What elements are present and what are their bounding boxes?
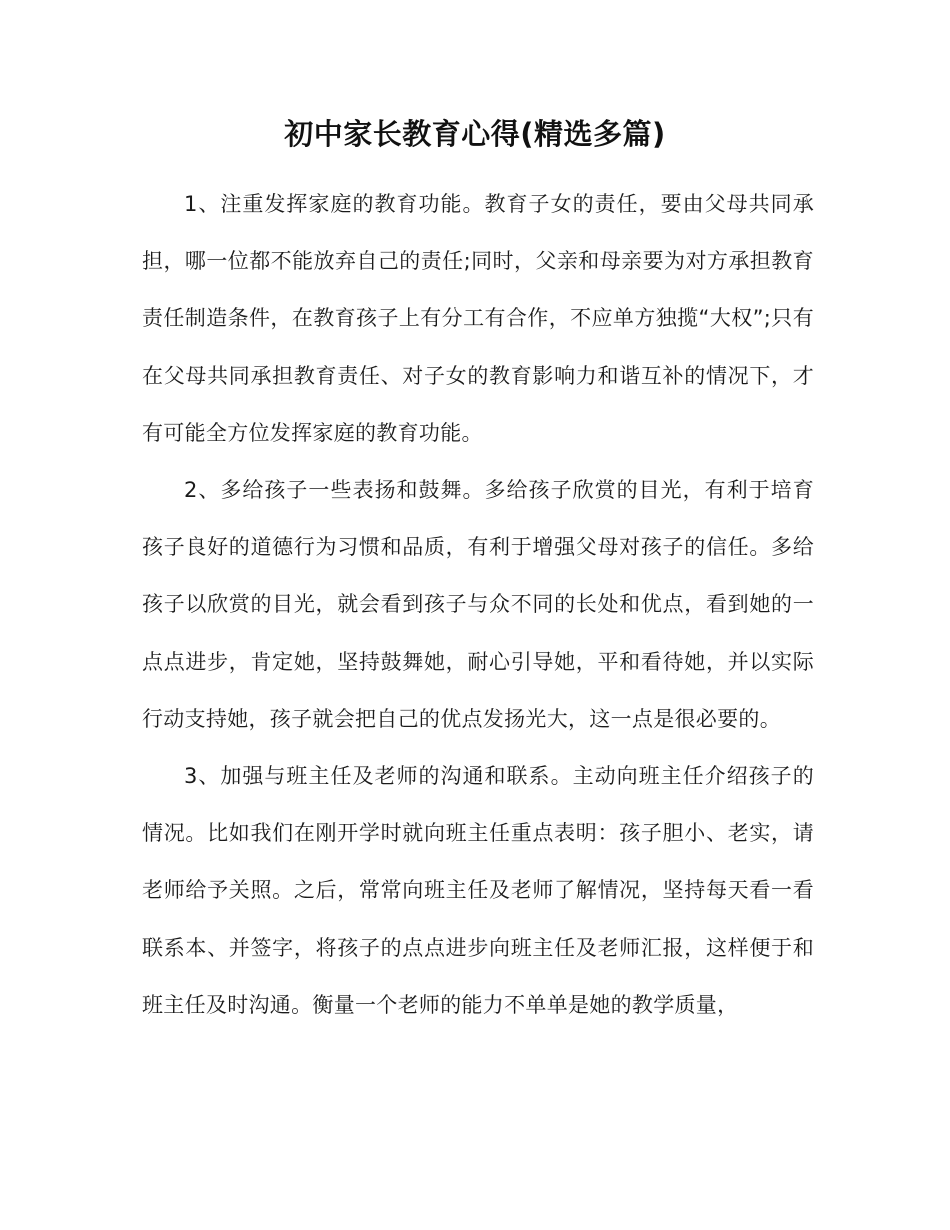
paragraph-1: 1、注重发挥家庭的教育功能。教育子女的责任，要由父母共同承担，哪一位都不能放弃自己的责任;同时，父亲和母亲要为对方承担教育责任制造条件，在教育孩子上有分工有合作，不应单方独揽“大权”;只有在父母共同承担教育责任、对子女的教育影响力和谐互补的情况下，才有可能全方位发挥家庭的教育功能。 (142, 192, 814, 445)
paragraph-2: 2、多给孩子一些表扬和鼓舞。多给孩子欣赏的目光，有利于培育孩子良好的道德行为习惯和品质，有利于增强父母对孩子的信任。多给孩子以欣赏的目光，就会看到孩子与众不同的长处和优点，看到她的一点点进步，肯定她，坚持鼓舞她，耐心引导她，平和看待她，并以实际行动支持她，孩子就会把自己的优点发扬光大，这一点是很必要的。 (142, 478, 814, 731)
document-title: 初中家长教育心得(精选多篇) (284, 117, 666, 151)
document-body (142, 176, 814, 1034)
paragraph-3: 3、加强与班主任及老师的沟通和联系。主动向班主任介绍孩子的情况。比如我们在刚开学时就向班主任重点表明：孩子胆小、老实，请老师给予关照。之后，常常向班主任及老师了解情况，坚持每天看一看联系本、并签字，将孩子的点点进步向班主任及老师汇报，这样便于和班主任及时沟通。衡量一个老师的能力不单单是她的教学质量， (142, 764, 814, 1017)
